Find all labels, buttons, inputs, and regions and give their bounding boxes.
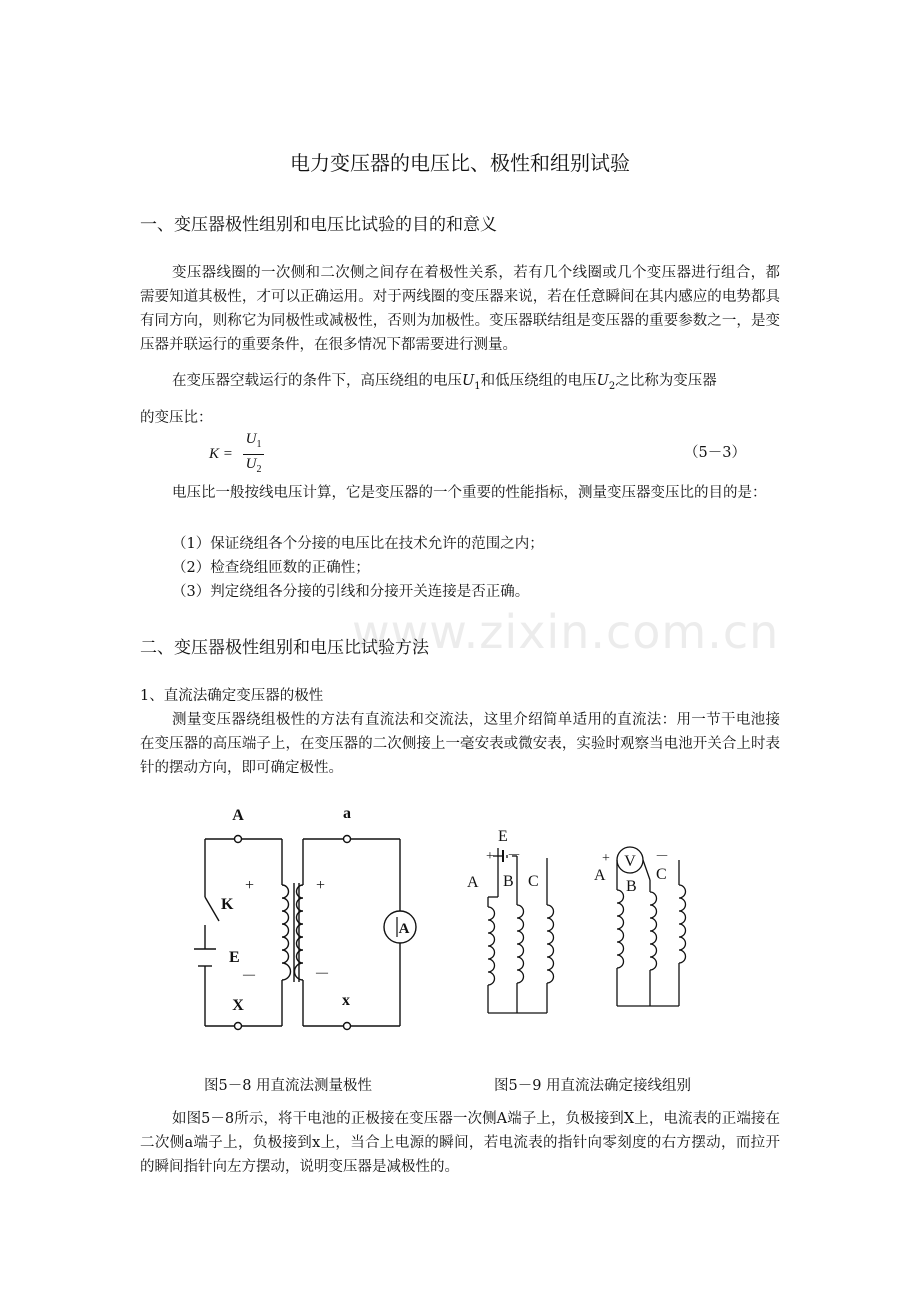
section1-para2-end: 的变压比： — [140, 410, 213, 426]
battery-E-label: E — [229, 949, 240, 966]
voltage-ratio-formula: K = $\frac{U_1}{U_2}$ — [209, 430, 264, 479]
voltmeter-icon: V — [624, 853, 636, 870]
figure-5-9-left-winding — [488, 848, 554, 1013]
secondary-minus-sign: － — [314, 966, 331, 983]
fig2-plus-sign: + — [486, 849, 494, 864]
fig2-right-B-label: B — [626, 878, 637, 895]
fig2-right-minus-sign: － — [655, 850, 669, 865]
fig2-C-label: C — [528, 873, 539, 890]
primary-plus-sign: + — [245, 877, 255, 894]
primary-minus-sign: － — [241, 968, 258, 985]
secondary-plus-sign: + — [316, 877, 326, 894]
terminal-x-label: x — [342, 992, 350, 1009]
terminal-X-label: X — [232, 997, 244, 1014]
section2-heading: 二、变压器极性组别和电压比试验方法 — [140, 638, 429, 658]
subsection-heading: 1、直流法确定变压器的极性 — [140, 688, 324, 704]
fig2-right-C-label: C — [656, 866, 667, 883]
fig2-minus-sign: － — [507, 849, 521, 864]
page-title: 电力变压器的电压比、极性和组别试验 — [290, 151, 630, 175]
figure-5-9-right-winding — [617, 847, 686, 1006]
list-item: （2）检查绕组匝数的正确性； — [172, 560, 370, 576]
section2-para1: 测量变压器绕组极性的方法有直流法和交流法，这里介绍简单适用的直流法：用一节干电池接在变压器的高压端子上，在变压器的二次侧接上一毫安表或微安表，实验时观察当电池开关合上时表针的摆动方向，即可确定极性。 — [140, 712, 780, 776]
fig2-B-label: B — [503, 873, 514, 890]
fig2-A-label: A — [467, 874, 479, 891]
switch-K-label: K — [221, 896, 234, 913]
equation-number: （5－3） — [684, 445, 746, 461]
terminal-A-label: A — [232, 807, 244, 824]
figure-5-9-caption: 图5－9 用直流法确定接线组别 — [494, 1078, 692, 1094]
list-item: （1）保证绕组各个分接的电压比在技术允许的范围之内； — [172, 536, 544, 552]
ammeter-icon: A — [398, 921, 410, 937]
fig2-right-plus-sign: + — [602, 851, 610, 866]
list-item: （3）判定绕组各分接的引线和分接开关连接是否正确。 — [172, 584, 530, 600]
section1-para3: 电压比一般按线电压计算，它是变压器的一个重要的性能指标，测量变压器变压比的目的是： — [172, 485, 767, 501]
section2-para2: 如图5－8所示，将干电池的正极接在变压器一次侧A端子上，负极接到X上，电流表的正端接在二次侧a端子上，负极接到x上，当合上电源的瞬间，若电流表的指针向零刻度的右方摆动，而拉开的瞬间指针向左方摆动，说明变压器是减极性的。 — [140, 1111, 780, 1175]
fig2-E-label: E — [498, 828, 508, 845]
figure-5-8-caption: 图5－8 用直流法测量极性 — [204, 1078, 373, 1094]
section1-heading: 一、变压器极性组别和电压比试验的目的和意义 — [140, 215, 497, 235]
terminal-a-label: a — [343, 805, 351, 822]
fig2-right-A-label: A — [594, 867, 606, 884]
section1-para2: 在变压器空载运行的条件下，高压绕组的电压$U_1$和低压绕组的电压$U_2$之比称为变压器 — [172, 373, 717, 392]
section1-para1: 变压器线圈的一次侧和二次侧之间存在着极性关系，若有几个线圈或几个变压器进行组合，都需要知道其极性，才可以正确运用。对于两线圈的变压器来说，若在任意瞬间在其内感应的电势都具有同方向，则称它为同极性或减极性，否则为加极性。变压器联结组是变压器的重要参数之一，是变压器并联运行的重要条件，在很多情况下都需要进行测量。 — [140, 265, 780, 353]
watermark: www.zixin.com.cn — [352, 605, 780, 659]
figure-5-8-circuit — [194, 836, 416, 1030]
